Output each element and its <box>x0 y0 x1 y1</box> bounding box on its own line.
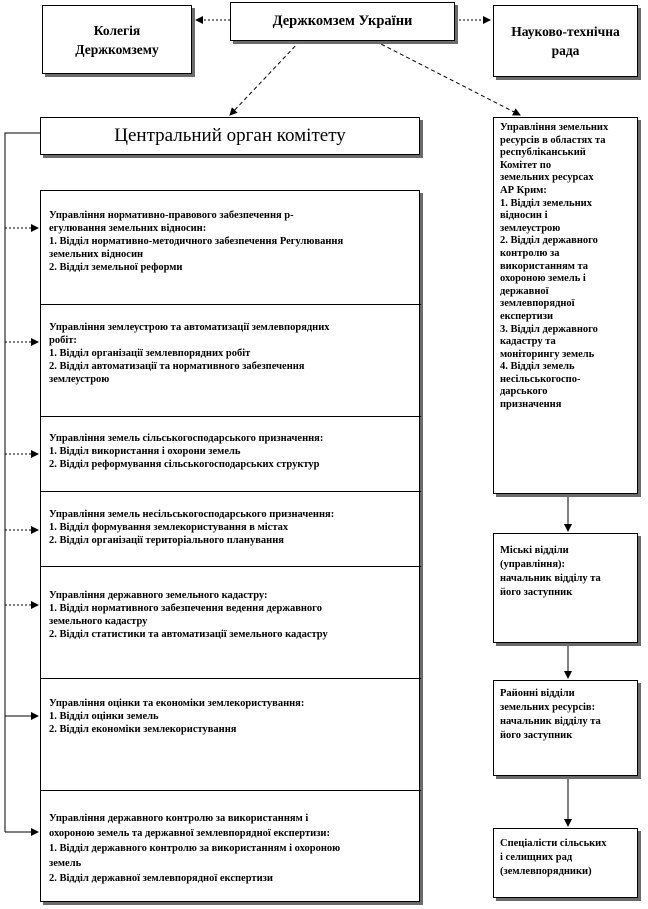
regional-line: кадастру та <box>500 336 556 348</box>
city-line: його заступник <box>500 587 573 598</box>
department-7-line: Управління державного контролю за використанням і <box>49 813 309 824</box>
city-line: (управління): <box>500 559 565 570</box>
department-1 <box>41 191 421 305</box>
department-2-line: робіт: <box>49 335 77 346</box>
district-line: земельних ресурсів: <box>500 702 596 713</box>
regional-line: 1. Відділ земельних <box>500 197 592 209</box>
department-5 <box>41 567 421 679</box>
regional-line: земельних ресурсах <box>500 172 594 184</box>
department-5-line: Управління державного земельного кадастру: <box>49 590 268 601</box>
department-2-line: 2. Відділ автоматизації та нормативного забезпечення <box>49 361 305 372</box>
regional-line: контролю за <box>500 247 560 259</box>
village-line: Спеціалісти сільських <box>500 838 607 849</box>
department-2-line: 1. Відділ організації землевпорядних робіт <box>49 348 251 359</box>
department-1-line: 2. Відділ земельної реформи <box>49 262 183 273</box>
regional-line: Комітет по <box>500 159 552 171</box>
central-organ-title: Центральний орган комітету <box>114 125 346 146</box>
regional-line: АР Крим: <box>500 184 547 196</box>
department-3-line: Управління земель сільськогосподарського призначення: <box>49 433 324 444</box>
department-4 <box>41 492 421 567</box>
village-line: і селищних рад <box>500 852 573 863</box>
department-2-line: Управління землеустрою та автоматизації землевпорядних <box>49 322 330 333</box>
district-line: начальник відділу та <box>500 716 601 727</box>
village-specialists-box <box>493 828 638 898</box>
department-2 <box>41 305 421 417</box>
regional-line: 2. Відділ державного <box>500 235 598 247</box>
regional-line: республіканський <box>500 147 586 159</box>
regional-line: 4. Відділ земель <box>500 361 575 373</box>
department-6-line: 1. Відділ оцінки земель <box>49 711 159 722</box>
regional-line: моніторингу земель <box>500 348 595 360</box>
department-4-line: 1. Відділ формування землекористування в містах <box>49 522 289 533</box>
city-line: Міські відділи <box>500 545 569 556</box>
department-4-line: Управління земель несільськогосподарського призначення: <box>49 509 335 520</box>
regional-line: дарського <box>500 386 548 398</box>
city-departments-box <box>493 533 638 643</box>
department-6 <box>41 679 421 791</box>
department-7-line: земель <box>49 858 82 869</box>
department-3-line: 2. Відділ реформування сільськогосподарських структур <box>49 459 320 470</box>
regional-line: 3. Відділ державного <box>500 323 598 335</box>
department-1-line: земельних відносин <box>49 249 144 260</box>
collegium-box <box>42 5 192 74</box>
departments-box <box>40 190 420 902</box>
district-line: його заступник <box>500 730 573 741</box>
department-5-line: 2. Відділ статистики та автоматизації земельного кадастру <box>49 629 328 640</box>
city-line: начальник відділу та <box>500 573 601 584</box>
collegium-line-1: Колегія <box>93 22 141 38</box>
regional-line: призначення <box>500 399 562 411</box>
department-4-line: 2. Відділ організації територіального планування <box>49 535 284 546</box>
department-5-line: земельного кадастру <box>49 616 148 627</box>
department-3-line: 1. Відділ використання і охорони земель <box>49 446 241 457</box>
district-line: Районні відділи <box>500 688 575 699</box>
department-7 <box>41 791 421 901</box>
central-organ-box <box>40 117 420 155</box>
council-box <box>493 5 638 77</box>
department-1-line: егулювання земельних відносин: <box>49 223 207 234</box>
department-1-line: 1. Відділ нормативно-методичного забезпечення Регулювання <box>49 236 344 247</box>
regional-line: землевпорядної <box>500 298 575 310</box>
regional-line: ресурсів в областях та <box>500 134 606 146</box>
regional-line: використанням та <box>500 260 589 272</box>
council-line-1: Науково-технічна <box>511 24 620 39</box>
main-agency-label: Держкомзем України <box>272 13 413 29</box>
department-3 <box>41 417 421 492</box>
department-5-line: 1. Відділ нормативного забезпечення ведення державного <box>49 603 322 614</box>
regional-line: охороною земель і <box>500 273 586 285</box>
department-6-line: Управління оцінки та економіки землекористування: <box>49 698 305 709</box>
regional-line: землеустрою <box>500 222 561 234</box>
department-7-line: 1. Відділ державного контролю за використанням і охороною <box>49 843 341 854</box>
regional-line: державної <box>500 285 549 297</box>
regional-line: відносин і <box>500 210 548 222</box>
regional-line: Управління земельних <box>500 122 609 133</box>
arrow-to-central <box>230 41 300 115</box>
main-agency-box <box>230 2 455 41</box>
district-departments-box <box>493 680 638 776</box>
department-7-line: 2. Відділ державної землевпорядної експертизи <box>49 873 273 884</box>
department-7-line: охороною земель та державної землевпорядної експертизи: <box>49 828 330 839</box>
council-line-2: рада <box>551 43 580 58</box>
department-6-line: 2. Відділ економіки землекористування <box>49 724 237 735</box>
department-1-line: Управління нормативно-правового забезпечення р- <box>49 210 294 221</box>
village-line: (землевпорядники) <box>500 866 592 877</box>
regional-box <box>493 117 638 494</box>
regional-line: експертизи <box>500 310 553 322</box>
department-2-line: землеустрою <box>49 374 110 385</box>
collegium-line-2: Держкомзему <box>75 41 159 57</box>
regional-line: несільськогоспо- <box>500 373 581 385</box>
left-bracket-line <box>5 133 40 832</box>
